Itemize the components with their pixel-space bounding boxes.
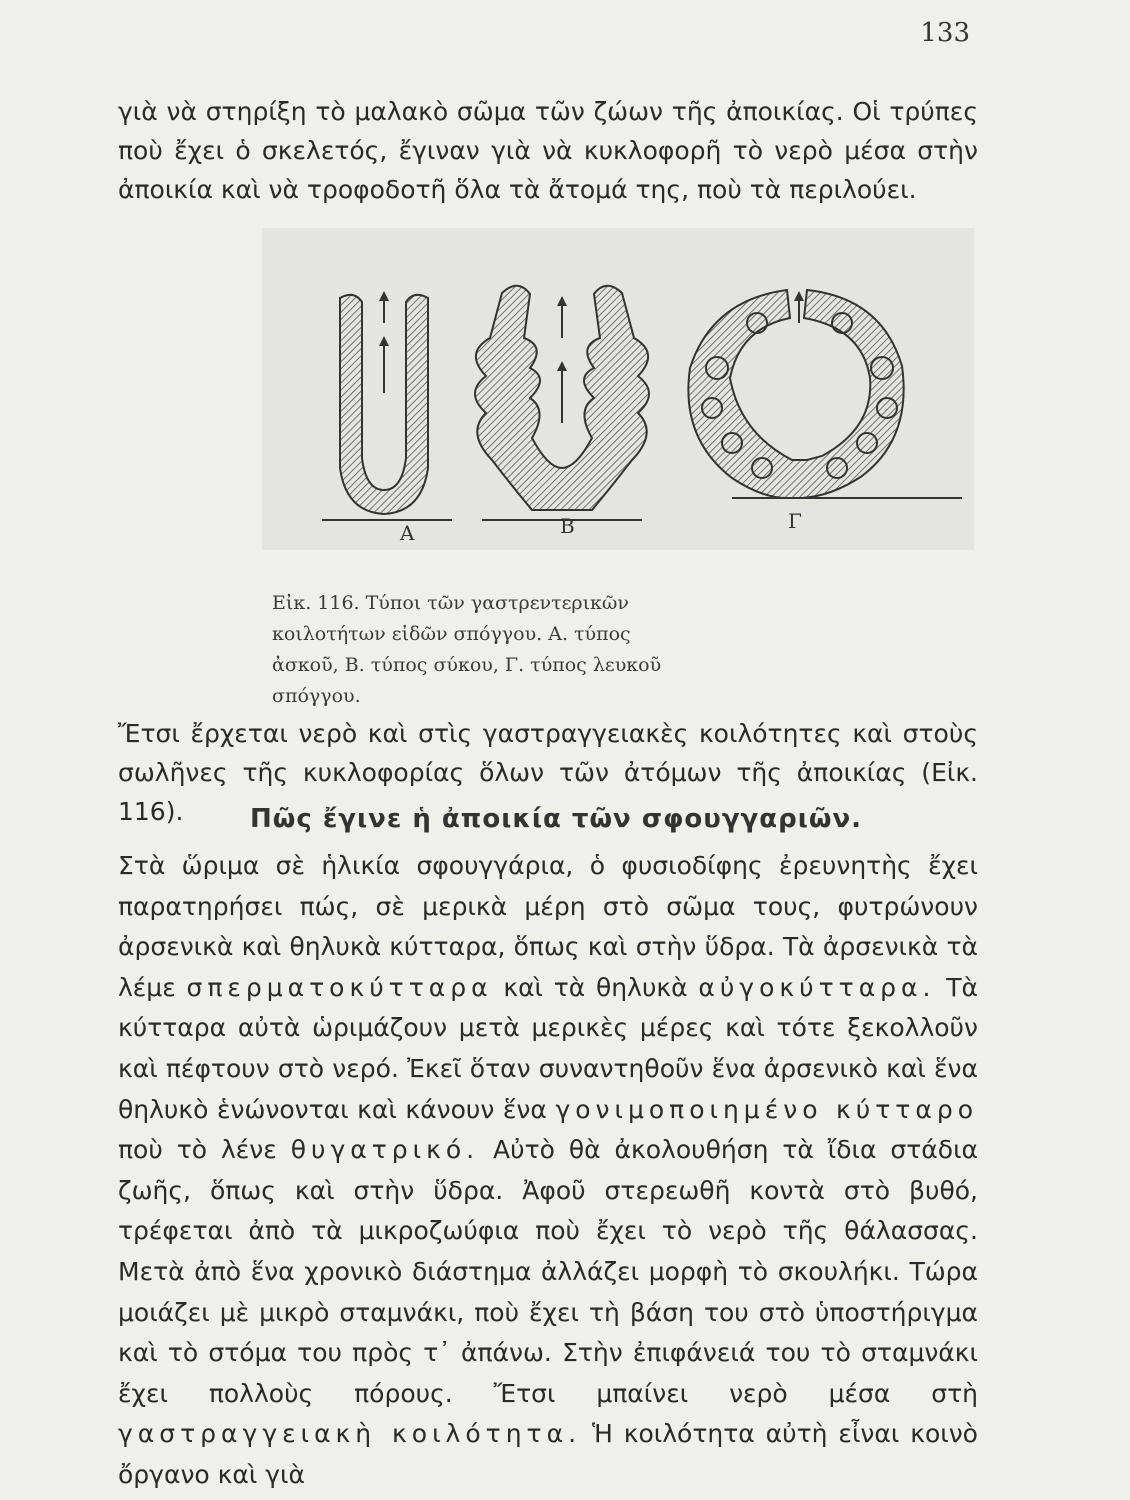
figure-caption: Εἰκ. 116. Τύποι τῶν γαστρεντερικῶν κοιλοτήτων εἰδῶν σπόγγου. Α. τύπος ἀσκοῦ, Β. τύπος σύκου, Γ. τύπος λευκοῦ σπόγγου.: [272, 592, 662, 707]
sponge-figure: [262, 228, 974, 550]
sponge-diagram: [262, 228, 974, 550]
spaced-term-daughter: θυγατρικό.: [290, 1135, 480, 1165]
label-a: Α: [400, 521, 415, 545]
type-b-diagram: [475, 286, 649, 520]
type-a-diagram: [322, 291, 452, 520]
spaced-term-oocytes: αὐγοκύτταρα.: [698, 972, 936, 1002]
paragraph-3-text-3: Τὰ κύτταρα αὐτὰ ὡριμάζουν μετὰ μερικὲς μέρες καὶ τότε ξεκολλοῦν καὶ πέφτουν στὸ νερό. Ἐκεῖ ὅταν συναντηθοῦν ἕνα ἀρσενικὸ καὶ ἕνα θηλυκὸ ἑνώνονται καὶ κάνουν ἕνα: [118, 972, 978, 1124]
paragraph-3-text-4: ποὺ τὸ λένε: [118, 1135, 277, 1165]
paragraph-3-text-2: καὶ τὰ θηλυκὰ: [503, 972, 688, 1002]
spaced-term-spermatocytes: σπερματοκύτταρα: [186, 972, 493, 1002]
paragraph-3: [118, 846, 978, 1496]
paragraph-3-text-5: Αὐτὸ θὰ ἀκολουθήση τὰ ἴδια στάδια ζωῆς, ὅπως καὶ στὴν ὕδρα. Ἀφοῦ στερεωθῆ κοντὰ στὸ βυθό, τρέφεται ἀπὸ τὰ μικροζωύφια ποὺ ἔχει τὸ νερὸ τῆς θάλασσας. Μετὰ ἀπὸ ἕνα χρονικὸ διάστημα ἀλλάζει μορφὴ τὸ σκουλήκι. Τώρα μοιάζει μὲ μικρὸ σταμνάκι, ποὺ ἔχει τὴ βάση του στὸ ὑποστήριγμα καὶ τὸ στόμα του πρὸς τ᾽ ἀπάνω. Στὴν ἐπιφάνειά του τὸ σταμνάκι ἔχει πολλοὺς πόρους. Ἔτσι μπαίνει νερὸ μέσα στὴ: [118, 1135, 979, 1408]
type-c-diagram: [688, 290, 962, 498]
paragraph-3-text-1: Στὰ ὥριμα σὲ ἡλικία σφουγγάρια, ὁ φυσιοδίφης ἐρευνητὴς ἔχει παρατηρήσει πώς, σὲ μερικὰ μέρη στὸ σῶμα τους, φυτρώνουν ἀρσενικὰ καὶ θηλυκὰ κύτταρα, ὅπως καὶ στὴν ὕδρα. Τὰ ἀρσενικὰ τὰ λέμε: [118, 851, 978, 1002]
paragraph-2: Ἔτσι ἔρχεται νερὸ καὶ στὶς γαστραγγειακὲς κοιλότητες καὶ στοὺς σωλῆνες τῆς κυκλοφορίας ὅλων τῶν ἀτόμων τῆς ἀποικίας (Εἰκ. 116).: [118, 719, 978, 826]
label-b: Β: [560, 514, 575, 538]
label-c: Γ: [788, 509, 802, 533]
page-number: 133: [920, 18, 970, 48]
paragraph-1: γιὰ νὰ στηρίξη τὸ μαλακὸ σῶμα τῶν ζώων τῆς ἀποικίας. Οἱ τρύπες ποὺ ἔχει ὁ σκελετός, ἔγιναν γιὰ νὰ κυκλοφορῆ τὸ νερὸ μέσα στὴν ἀποικία καὶ νὰ τροφοδοτῆ ὅλα τὰ ἄτομά της, ποὺ τὰ περιλούει.: [118, 97, 978, 204]
section-heading: Πῶς ἔγινε ἡ ἀποικία τῶν σφουγγαριῶν.: [250, 804, 863, 834]
spaced-term-gastrovascular-cavity: γαστραγγειακὴ κοιλότητα.: [118, 1419, 582, 1449]
spaced-term-fertilized-cell: γονιμοποιημένο κύτταρο: [555, 1094, 978, 1124]
paragraph-3-text-6: Ἡ κοιλότητα αὐτὴ εἶναι κοινὸ ὄργανο καὶ γιὰ: [118, 1419, 978, 1489]
